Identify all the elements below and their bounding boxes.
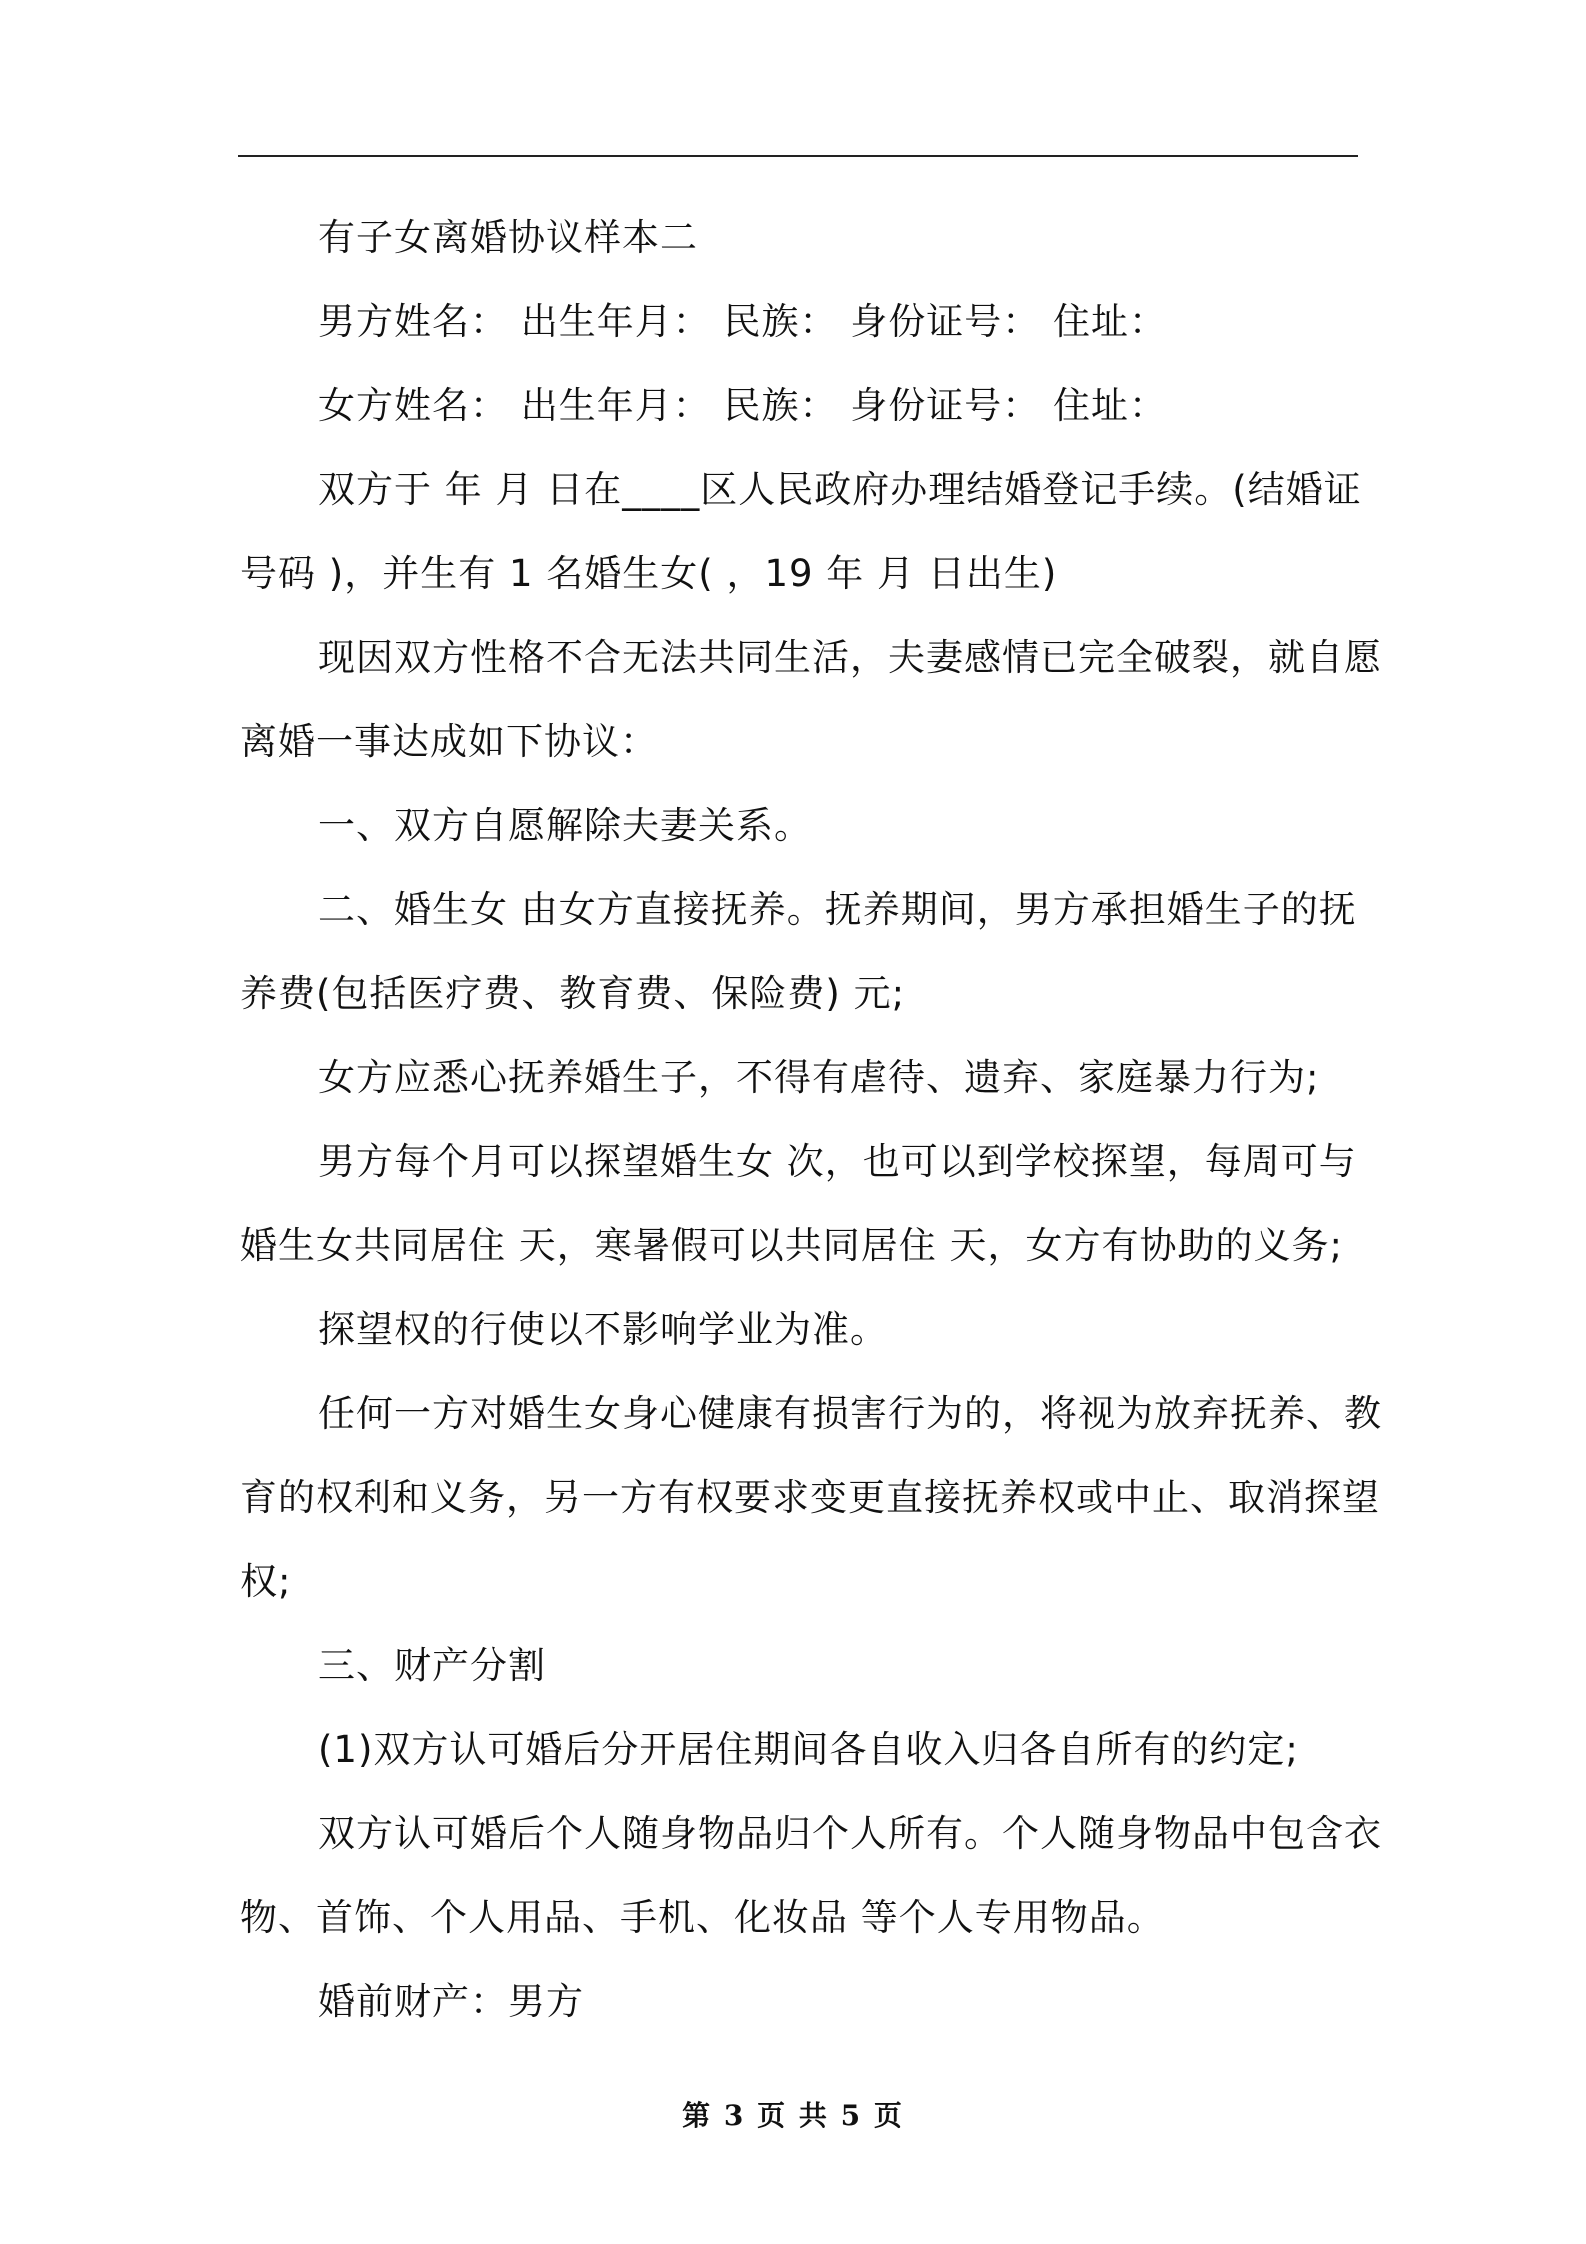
clause-heading: 三、财产分割 <box>318 1644 546 1687</box>
paragraph-line: 女方应悉心抚养婚生子，不得有虐待、遗弃、家庭暴力行为; <box>318 1056 1320 1099</box>
paragraph-line: 婚前财产：男方 <box>318 1980 584 2023</box>
paragraph-line: 探望权的行使以不影响学业为准。 <box>318 1308 888 1351</box>
document-title: 有子女离婚协议样本二 <box>318 216 698 259</box>
paragraph-line: 离婚一事达成如下协议： <box>240 720 658 763</box>
paragraph-line: 婚生女共同居住 天，寒暑假可以共同居住 天，女方有协助的义务; <box>240 1224 1343 1267</box>
clause-heading: 二、婚生女 由女方直接抚养。抚养期间，男方承担婚生子的抚 <box>318 888 1357 931</box>
paragraph-line: 双方于 年 月 日在____区人民政府办理结婚登记手续。(结婚证 <box>318 468 1362 511</box>
clause-heading: 一、双方自愿解除夫妻关系。 <box>318 804 812 847</box>
paragraph-line: 男方姓名： 出生年月： 民族： 身份证号： 住址： <box>318 300 1168 343</box>
paragraph-line: 号码 )，并生有 1 名婚生女( ，19 年 月 日出生) <box>240 552 1058 595</box>
document-body <box>240 196 1382 2044</box>
paragraph-line: 男方每个月可以探望婚生女 次，也可以到学校探望，每周可与 <box>318 1140 1357 1183</box>
paragraph-line: 双方认可婚后个人随身物品归个人所有。个人随身物品中包含衣 <box>318 1812 1382 1855</box>
paragraph-line: 物、首饰、个人用品、手机、化妆品 等个人专用物品。 <box>240 1896 1165 1939</box>
paragraph-line: 养费(包括医疗费、教育费、保险费) 元; <box>240 972 906 1015</box>
paragraph-line: 育的权利和义务，另一方有权要求变更直接抚养权或中止、取消探望 <box>240 1476 1380 1519</box>
paragraph-line: (1)双方认可婚后分开居住期间各自收入归各自所有的约定; <box>318 1728 1299 1771</box>
paragraph-line: 任何一方对婚生女身心健康有损害行为的，将视为放弃抚养、教 <box>318 1392 1382 1435</box>
paragraph-line: 现因双方性格不合无法共同生活，夫妻感情已完全破裂，就自愿 <box>318 636 1382 679</box>
header-rule <box>238 155 1358 157</box>
paragraph-line: 女方姓名： 出生年月： 民族： 身份证号： 住址： <box>318 384 1168 427</box>
page-number: 第 3 页 共 5 页 <box>682 2099 904 2132</box>
paragraph-line: 权; <box>240 1560 292 1603</box>
